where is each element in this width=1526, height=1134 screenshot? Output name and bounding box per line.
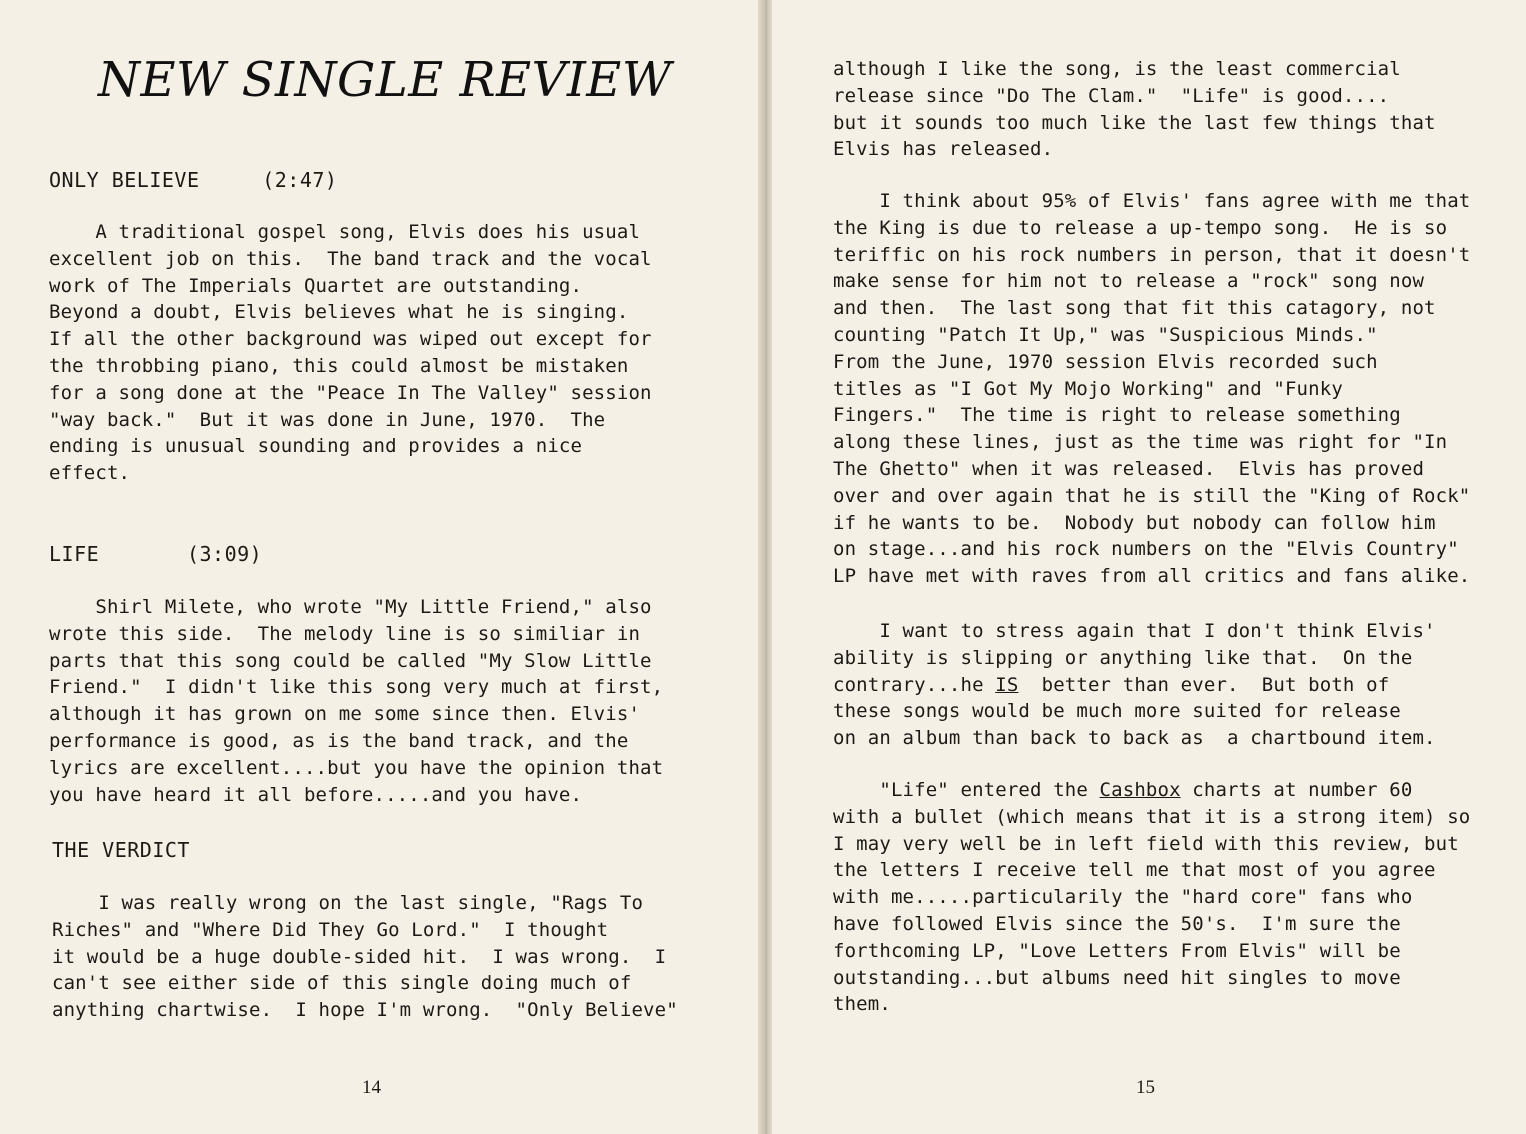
text-line: ability is slipping or anything like that. On the bbox=[833, 646, 1413, 669]
section-heading-life: LIFE (3:09) bbox=[49, 542, 263, 566]
text-line: although I like the song, is the least commercial bbox=[833, 58, 1401, 80]
text-line: Friend." I didn't like this song very much at first, bbox=[49, 676, 664, 699]
text-line: with a bullet (which means that it is a strong item) so bbox=[833, 805, 1471, 828]
text-line: on stage...and his rock numbers on the "Elvis Country" bbox=[833, 538, 1459, 561]
text-line: outstanding...but albums need hit singles to move bbox=[833, 966, 1401, 989]
paragraph-stress bbox=[833, 618, 1436, 752]
text-line: ending is unusual sounding and provides a nice bbox=[49, 435, 583, 458]
text-line: effect. bbox=[49, 462, 131, 485]
text-line: you have heard it all before.....and you have. bbox=[49, 783, 583, 806]
text-line: can't see either side of this single doing much of bbox=[52, 972, 632, 995]
paragraph-life bbox=[49, 594, 663, 808]
text-segment: better than ever. But both of bbox=[1018, 673, 1390, 696]
text-line: along these lines, just as the time was right for "In bbox=[833, 431, 1448, 454]
text-line: on an album than back to back as a chartbound item. bbox=[833, 727, 1436, 750]
text-line: the King is due to release a up-tempo song. He is so bbox=[833, 216, 1448, 239]
text-line: the letters I receive tell me that most of you agree bbox=[833, 859, 1436, 882]
page-title: NEW SINGLE REVIEW bbox=[98, 52, 672, 108]
text-line: wrote this side. The melody line is so similiar in bbox=[49, 622, 641, 645]
text-line: it would be a huge double-sided hit. I was wrong. I bbox=[52, 945, 667, 968]
text-line: teriffic on his rock numbers in person, that it doesn't bbox=[833, 243, 1471, 266]
text-line: From the June, 1970 session Elvis recorded such bbox=[833, 350, 1378, 373]
emphasis-underline: IS bbox=[995, 673, 1019, 696]
paragraph-cashbox bbox=[833, 777, 1470, 1018]
paragraph-continued bbox=[833, 56, 1436, 163]
text-line: for a song done at the "Peace In The Valley" session bbox=[49, 381, 652, 404]
text-line: with me.....particularily the "hard core" fans who bbox=[833, 886, 1413, 909]
text-line: these songs would be much more suited for release bbox=[833, 700, 1401, 723]
text-line: lyrics are excellent....but you have the opinion that bbox=[49, 756, 664, 779]
text-line: I was really wrong on the last single, "Rags To bbox=[52, 892, 644, 914]
text-line: them. bbox=[833, 993, 891, 1016]
text-line: make sense for him not to release a "rock" song now bbox=[833, 270, 1425, 293]
text-line: excellent job on this. The band track and the vocal bbox=[49, 247, 652, 270]
emphasis-underline: Cashbox bbox=[1099, 779, 1181, 801]
text-line: counting "Patch It Up," was "Suspicious Minds." bbox=[833, 323, 1378, 346]
text-line: Elvis has released. bbox=[833, 138, 1054, 161]
text-line: forthcoming LP, "Love Letters From Elvis" will be bbox=[833, 939, 1401, 962]
text-line: the throbbing piano, this could almost be mistaken bbox=[49, 354, 629, 377]
text-line: over and over again that he is still the "King of Rock" bbox=[833, 484, 1471, 507]
text-line bbox=[833, 777, 1470, 804]
text-line: I may very well be in left field with this review, but bbox=[833, 832, 1459, 855]
left-page bbox=[0, 0, 760, 1134]
text-line: If all the other background was wiped out except for bbox=[49, 328, 652, 351]
text-line: I want to stress again that I don't think Elvis' bbox=[833, 620, 1436, 642]
text-segment: charts at number 60 bbox=[1180, 779, 1413, 801]
text-line: anything chartwise. I hope I'm wrong. "Only Believe" bbox=[52, 999, 678, 1022]
text-segment: "Life" entered the bbox=[833, 779, 1100, 801]
text-segment: contrary...he bbox=[833, 673, 996, 696]
text-line: parts that this song could be called "My Slow Little bbox=[49, 649, 652, 672]
text-line bbox=[833, 672, 1436, 699]
text-line: Riches" and "Where Did They Go Lord." I thought bbox=[52, 918, 609, 941]
page-number-left: 14 bbox=[362, 1077, 381, 1098]
paragraph-up-tempo bbox=[833, 188, 1470, 590]
page-number-right: 15 bbox=[1136, 1077, 1155, 1098]
text-line: release since "Do The Clam." "Life" is good.... bbox=[833, 84, 1390, 107]
text-line: although it has grown on me some since then. Elvis' bbox=[49, 703, 641, 726]
section-heading-verdict: THE VERDICT bbox=[52, 838, 190, 862]
text-line: have followed Elvis since the 50's. I'm sure the bbox=[833, 912, 1401, 935]
text-line: Beyond a doubt, Elvis believes what he is singing. bbox=[49, 301, 629, 324]
text-line: Fingers." The time is right to release something bbox=[833, 404, 1401, 427]
text-line: and then. The last song that fit this catagory, not bbox=[833, 297, 1436, 320]
paragraph-only-believe bbox=[49, 219, 652, 487]
text-line: if he wants to be. Nobody but nobody can follow him bbox=[833, 511, 1436, 534]
text-line: LP have met with raves from all critics and fans alike. bbox=[833, 565, 1471, 588]
text-line: titles as "I Got My Mojo Working" and "Funky bbox=[833, 377, 1343, 400]
text-line: The Ghetto" when it was released. Elvis has proved bbox=[833, 457, 1425, 480]
text-line: I think about 95% of Elvis' fans agree with me that bbox=[833, 190, 1471, 212]
right-page bbox=[772, 0, 1526, 1134]
paragraph-verdict bbox=[52, 890, 678, 1024]
text-line: A traditional gospel song, Elvis does his usual bbox=[49, 221, 641, 243]
text-line: work of The Imperials Quartet are outstanding. bbox=[49, 274, 583, 297]
text-line: performance is good, as is the band track, and the bbox=[49, 729, 629, 752]
section-heading-only-believe: ONLY BELIEVE (2:47) bbox=[49, 168, 338, 192]
text-line: but it sounds too much like the last few things that bbox=[833, 111, 1436, 134]
text-line: "way back." But it was done in June, 1970. The bbox=[49, 408, 606, 431]
text-line: Shirl Milete, who wrote "My Little Friend," also bbox=[49, 596, 652, 618]
